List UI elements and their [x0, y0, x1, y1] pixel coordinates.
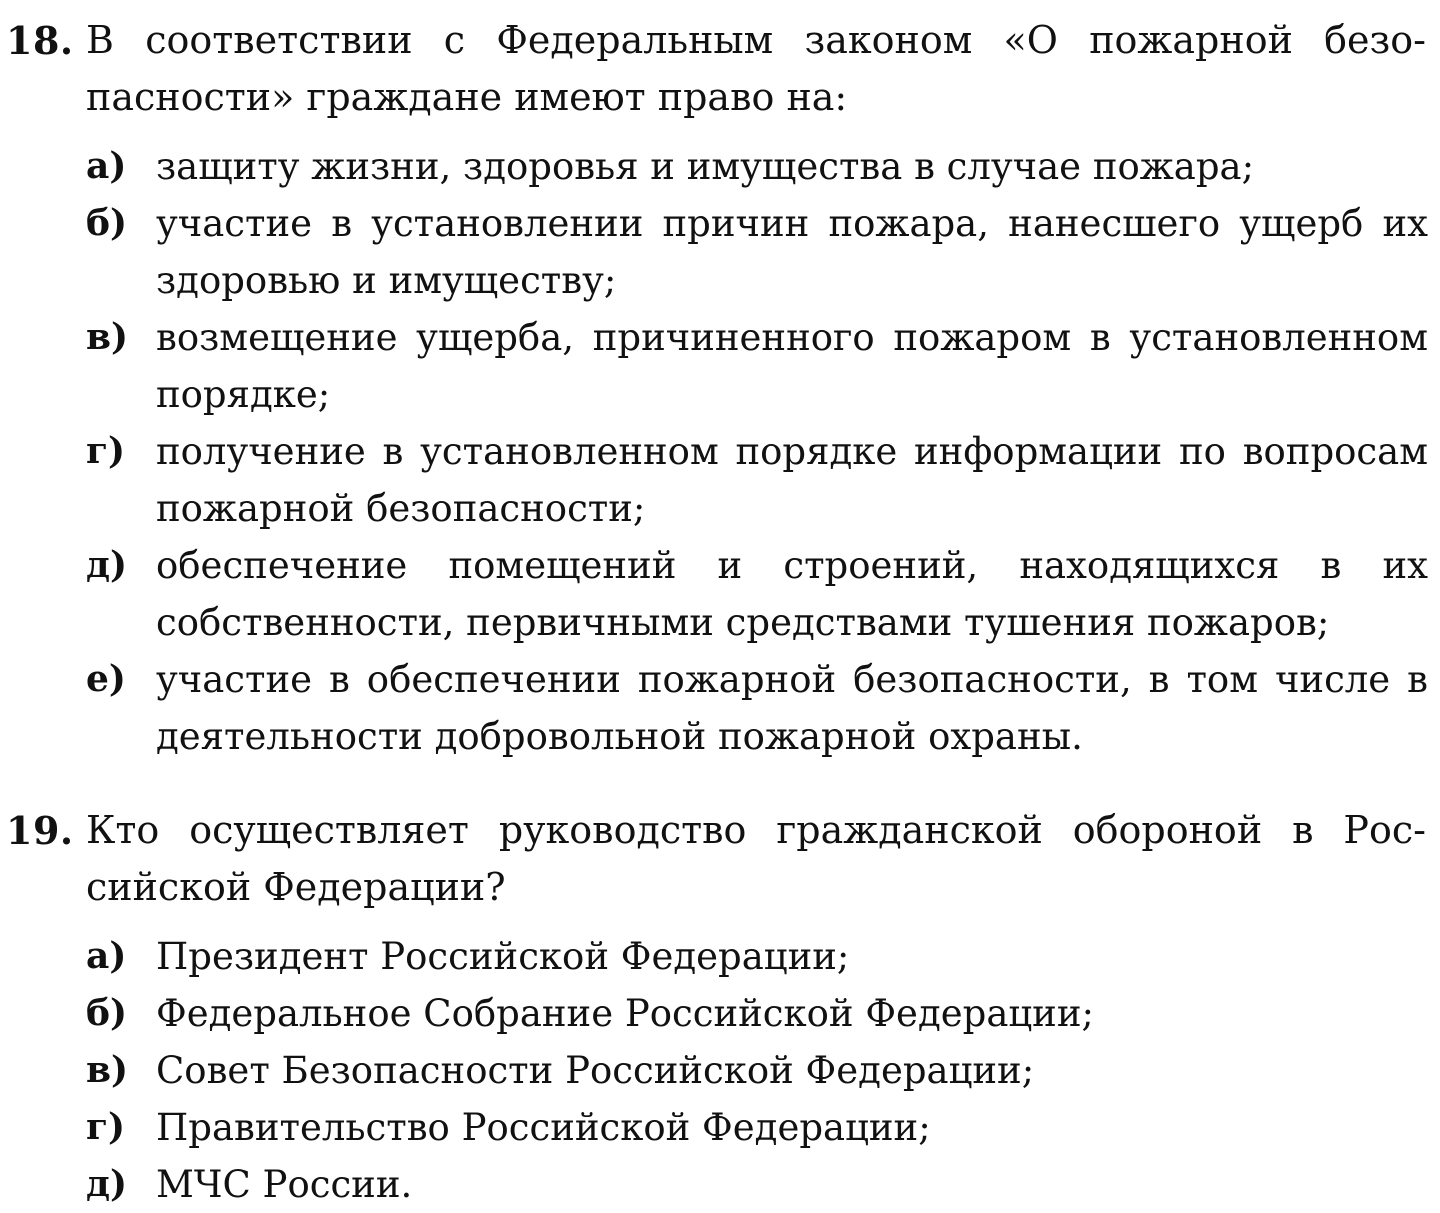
option-letter: д) [86, 1163, 128, 1205]
option-text: получение в установленном порядке информации по вопросам пожарной безопасности; [156, 430, 1428, 530]
option-text: участие в обеспечении пожарной безопасности, в том числе в деятельности добровольной пожарной охраны. [156, 658, 1428, 758]
option-text: Президент Российской Федерации; [156, 935, 850, 978]
option-letter: а) [86, 935, 127, 977]
question-text: Кто осуществляет руководство гражданской обороной в Российской Федерации? [86, 808, 1426, 909]
question-number: 18. [6, 18, 74, 63]
option-text: Совет Безопасности Российской Федерации; [156, 1049, 1035, 1092]
option-text: Правительство Российской Федерации; [156, 1106, 931, 1149]
option-letter: д) [86, 544, 128, 586]
option-text: возмещение ущерба, причиненного пожаром в установленном порядке; [156, 316, 1428, 416]
option-letter: е) [86, 658, 126, 700]
option-letter: г) [86, 430, 126, 472]
option-letter: б) [86, 992, 128, 1034]
option-text: обеспечение помещений и строений, находящихся в их собственности, первичными средствами тушения пожаров; [156, 544, 1428, 644]
question-text: В соответствии с Федеральным законом «О пожарной безопасности» граждане имеют право на: [86, 18, 1426, 119]
option-letter: б) [86, 202, 128, 244]
option-letter: в) [86, 316, 129, 358]
option-letter: в) [86, 1049, 129, 1091]
option-text: участие в установлении причин пожара, нанесшего ущерб их здоровью и имуществу; [156, 202, 1428, 302]
option-text: МЧС России. [156, 1163, 413, 1206]
option-letter: а) [86, 145, 127, 187]
option-text: защиту жизни, здоровья и имущества в случае пожара; [156, 145, 1255, 188]
option-text: Федеральное Собрание Российской Федерации; [156, 992, 1094, 1035]
option-letter: г) [86, 1106, 126, 1148]
question-number: 19. [6, 808, 74, 853]
